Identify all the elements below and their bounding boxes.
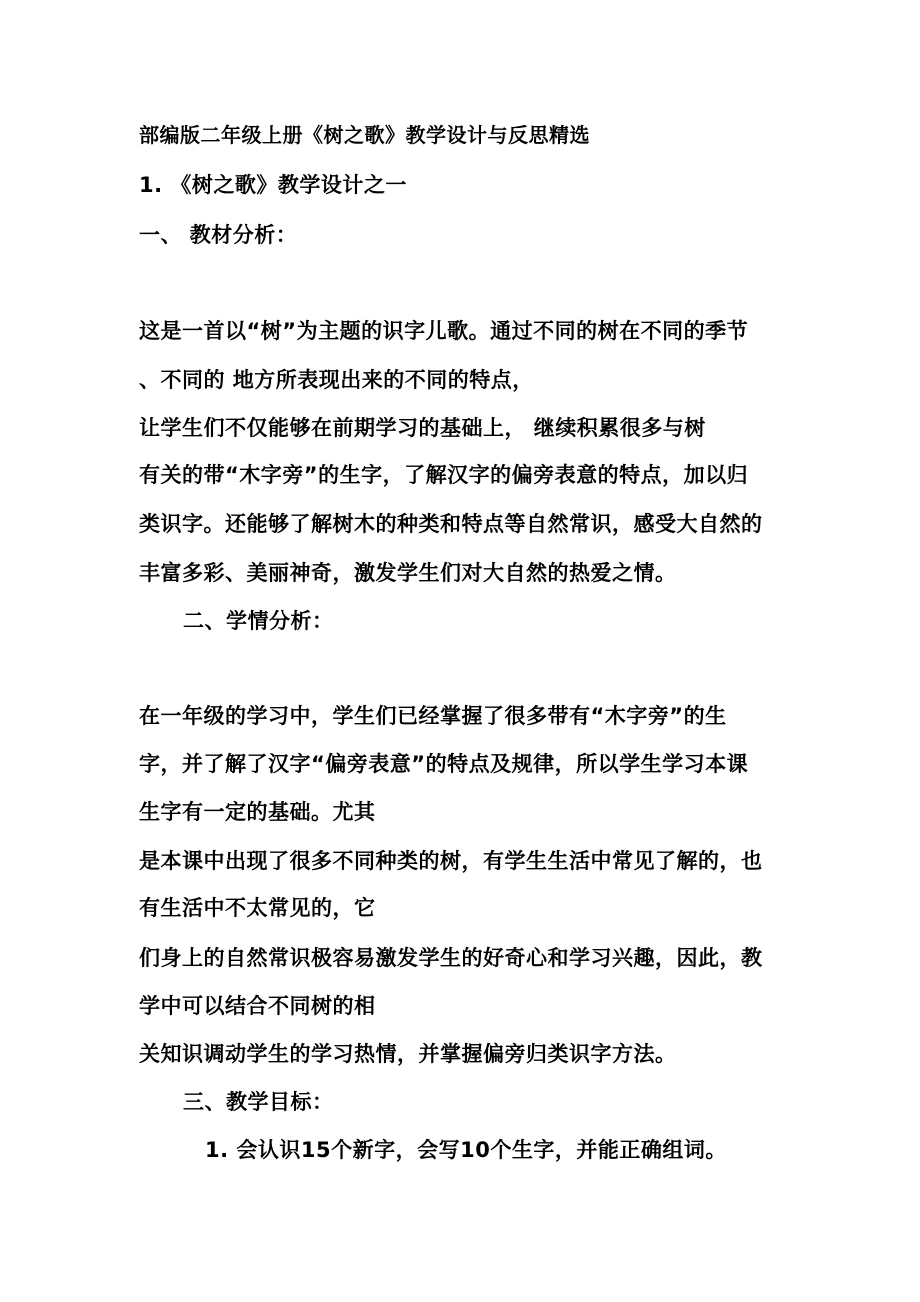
paragraph-line: 有关的带“木字旁”的生字，了解汉字的偏旁表意的特点，加以归: [139, 463, 749, 487]
section2-heading: 二、学情分析：: [183, 609, 334, 633]
paragraph-line: 关知识调动学生的学习热情，并掌握偏旁归类识字方法。: [139, 1042, 677, 1066]
paragraph-line: 有生活中不太常见的，它: [139, 896, 376, 920]
paragraph-line: 这是一首以“树”为主题的识字儿歌。通过不同的树在不同的季节: [139, 319, 749, 343]
paragraph-line: 生字有一定的基础。尤其: [139, 800, 376, 824]
paragraph-line: 丰富多彩、美丽神奇，激发学生们对大自然的热爱之情。: [139, 561, 677, 585]
section3-heading: 三、教学目标：: [183, 1090, 334, 1114]
document-subtitle: 1. 《树之歌》教学设计之一: [139, 173, 407, 197]
section1-heading: 一、 教材分析：: [139, 223, 298, 247]
list-item: 1. 会认识15个新字，会写10个生字，并能正确组词。: [205, 1138, 727, 1162]
paragraph-line: 类识字。还能够了解树木的种类和特点等自然常识，感受大自然的: [139, 512, 763, 536]
paragraph-line: 、不同的 地方所表现出来的不同的特点，: [139, 368, 534, 392]
paragraph-line: 字，并了解了汉字“偏旁表意”的特点及规律，所以学生学习本课: [139, 752, 749, 776]
paragraph-line: 们身上的自然常识极容易激发学生的好奇心和学习兴趣，因此，教: [139, 946, 763, 970]
paragraph-line: 是本课中出现了很多不同种类的树，有学生生活中常见了解的，也: [139, 849, 763, 873]
paragraph-line: 让学生们不仅能够在前期学习的基础上， 继续积累很多与树: [139, 416, 706, 440]
document-title: 部编版二年级上册《树之歌》教学设计与反思精选: [139, 123, 590, 147]
paragraph-line: 在一年级的学习中，学生们已经掌握了很多带有“木字旁”的生: [139, 704, 727, 728]
paragraph-line: 学中可以结合不同树的相: [139, 994, 376, 1018]
